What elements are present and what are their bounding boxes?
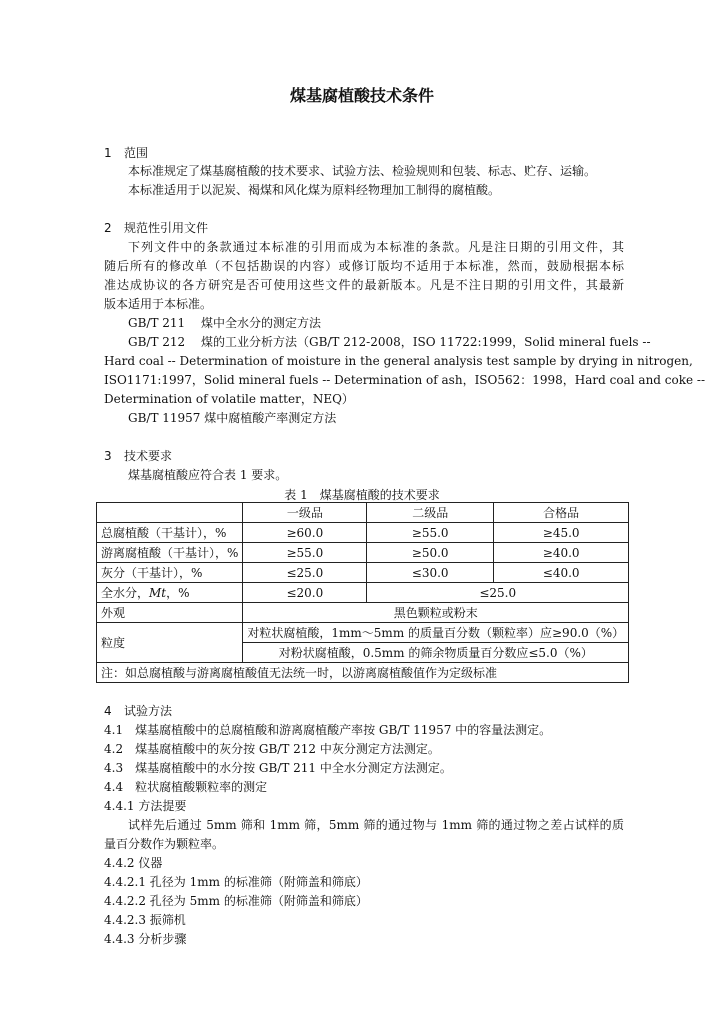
clause-4-4-2: 4.4.2 仪器	[104, 856, 163, 870]
table-cell: ≥60.0	[243, 523, 367, 543]
table-cell: ≤30.0	[367, 563, 494, 583]
table-row-label: 游离腐植酸（干基计），%	[97, 543, 243, 563]
section-1-paragraph-2: 本标准适用于以泥炭、褐煤和风化煤为原料经物理加工制得的腐植酸。	[128, 183, 501, 197]
clause-4-4-1-text: 试样先后通过 5mm 筛和 1mm 筛，5mm 筛的通过物与 1mm 筛的通过物之差占试样的质	[128, 818, 624, 832]
table-row-label: 灰分（干基计），%	[97, 563, 243, 583]
document-title: 煤基腐植酸技术条件	[289, 86, 434, 105]
moisture-symbol: Mt	[149, 585, 167, 600]
table-header-cell: 二级品	[367, 503, 494, 523]
table-row-appearance	[97, 603, 629, 623]
clause-4-4-1-text: 量百分数作为颗粒率。	[104, 837, 225, 851]
table-header-cell: 一级品	[243, 503, 367, 523]
table-row-label: 粒度	[97, 623, 243, 663]
clause-4-3: 4.3 煤基腐植酸中的水分按 GB/T 211 中全水分测定方法测定。	[104, 761, 452, 775]
table-cell-merged: 对粒状腐植酸，1mm～5mm 的质量百分数（颗粒率）应≥90.0（%）	[243, 623, 629, 643]
reference-gbt-211: GB/T 211 煤中全水分的测定方法	[128, 316, 321, 330]
section-2-text-line: 准达成协议的各方研究是否可使用这些文件的最新版本。凡是不注日期的引用文件，其最新	[104, 278, 624, 292]
table-row	[97, 563, 629, 583]
section-2-title: 规范性引用文件	[124, 221, 209, 235]
section-2-text-line: 版本适用于本标准。	[104, 297, 213, 311]
reference-gbt-212-continued: ISO1171:1997，Solid mineral fuels -- Determination of ash，ISO562：1998，Hard coal and coke --	[104, 373, 706, 387]
table-cell: ≥50.0	[367, 543, 494, 563]
table-cell-merged: 对粉状腐植酸，0.5mm 的筛余物质量百分数应≤5.0（%）	[243, 643, 629, 663]
table-header-row	[97, 503, 629, 523]
table-note-row	[97, 663, 629, 683]
clause-4-4-1: 4.4.1 方法提要	[104, 799, 187, 813]
reference-gbt-212-continued: Determination of volatile matter，NEQ）	[104, 392, 354, 406]
table-caption: 表 1 煤基腐植酸的技术要求	[284, 488, 440, 502]
table-cell-merged: 黑色颗粒或粉末	[243, 603, 629, 623]
clause-4-1: 4.1 煤基腐植酸中的总腐植酸和游离腐植酸产率按 GB/T 11957 中的容量法测定。	[104, 723, 552, 737]
section-3-number: 3	[104, 449, 112, 463]
table-header-cell: 合格品	[494, 503, 629, 523]
table-row-granularity	[97, 623, 629, 643]
section-3-paragraph: 煤基腐植酸应符合表 1 要求。	[128, 468, 288, 482]
clause-4-4-2-2: 4.4.2.2 孔径为 5mm 的标准筛（附筛盖和筛底）	[104, 894, 368, 908]
spec-table	[96, 502, 629, 683]
table-cell: ≤40.0	[494, 563, 629, 583]
table-row-label: 总腐植酸（干基计），%	[97, 523, 243, 543]
table-row-label	[97, 583, 243, 603]
clause-4-4-2-3: 4.4.2.3 振筛机	[104, 913, 186, 927]
section-1-paragraph-1: 本标准规定了煤基腐植酸的技术要求、试验方法、检验规则和包装、标志、贮存、运输。	[128, 164, 597, 178]
table-row-label: 外观	[97, 603, 243, 623]
clause-4-4: 4.4 粒状腐植酸颗粒率的测定	[104, 780, 268, 794]
table-cell-merged: ≤25.0	[367, 583, 629, 603]
section-4-heading	[104, 704, 624, 719]
table-cell: ≥45.0	[494, 523, 629, 543]
table-header-cell	[97, 503, 243, 523]
section-3-title: 技术要求	[124, 449, 173, 463]
reference-gbt-212-continued: Hard coal -- Determination of moisture in the general analysis test sample by drying in nitrogen,	[104, 354, 693, 368]
table-cell: ≥40.0	[494, 543, 629, 563]
reference-gbt-212: GB/T 212 煤的工业分析方法（GB/T 212-2008，ISO 11722:1999，Solid mineral fuels --	[128, 335, 651, 349]
table-cell: ≥55.0	[367, 523, 494, 543]
section-2-number: 2	[104, 221, 112, 235]
section-1-number: 1	[104, 146, 112, 160]
section-3-heading	[104, 449, 624, 464]
section-4-number: 4	[104, 704, 112, 718]
section-1-heading	[104, 146, 624, 161]
clause-4-4-2-1: 4.4.2.1 孔径为 1mm 的标准筛（附筛盖和筛底）	[104, 875, 368, 889]
table-cell: ≤20.0	[243, 583, 367, 603]
clause-4-4-3: 4.4.3 分析步骤	[104, 932, 187, 946]
moisture-label-prefix: 全水分，	[101, 585, 150, 600]
table-row	[97, 543, 629, 563]
clause-4-2: 4.2 煤基腐植酸中的灰分按 GB/T 212 中灰分测定方法测定。	[104, 742, 440, 756]
table-cell: ≤25.0	[243, 563, 367, 583]
section-4-title: 试验方法	[124, 704, 173, 718]
table-row	[97, 523, 629, 543]
moisture-label-suffix: ，%	[166, 585, 190, 600]
section-1-title: 范围	[124, 146, 149, 160]
table-cell: ≥55.0	[243, 543, 367, 563]
table-row-moisture	[97, 583, 629, 603]
section-2-heading	[104, 221, 624, 236]
section-2-text-line: 下列文件中的条款通过本标准的引用而成为本标准的条款。凡是注日期的引用文件，其	[128, 240, 624, 254]
reference-gbt-11957: GB/T 11957 煤中腐植酸产率测定方法	[128, 411, 337, 425]
section-2-text-line: 随后所有的修改单（不包括勘误的内容）或修订版均不适用于本标准，然而，鼓励根据本标	[104, 259, 624, 273]
table-note: 注：如总腐植酸与游离腐植酸值无法统一时，以游离腐植酸值作为定级标准	[97, 663, 629, 683]
